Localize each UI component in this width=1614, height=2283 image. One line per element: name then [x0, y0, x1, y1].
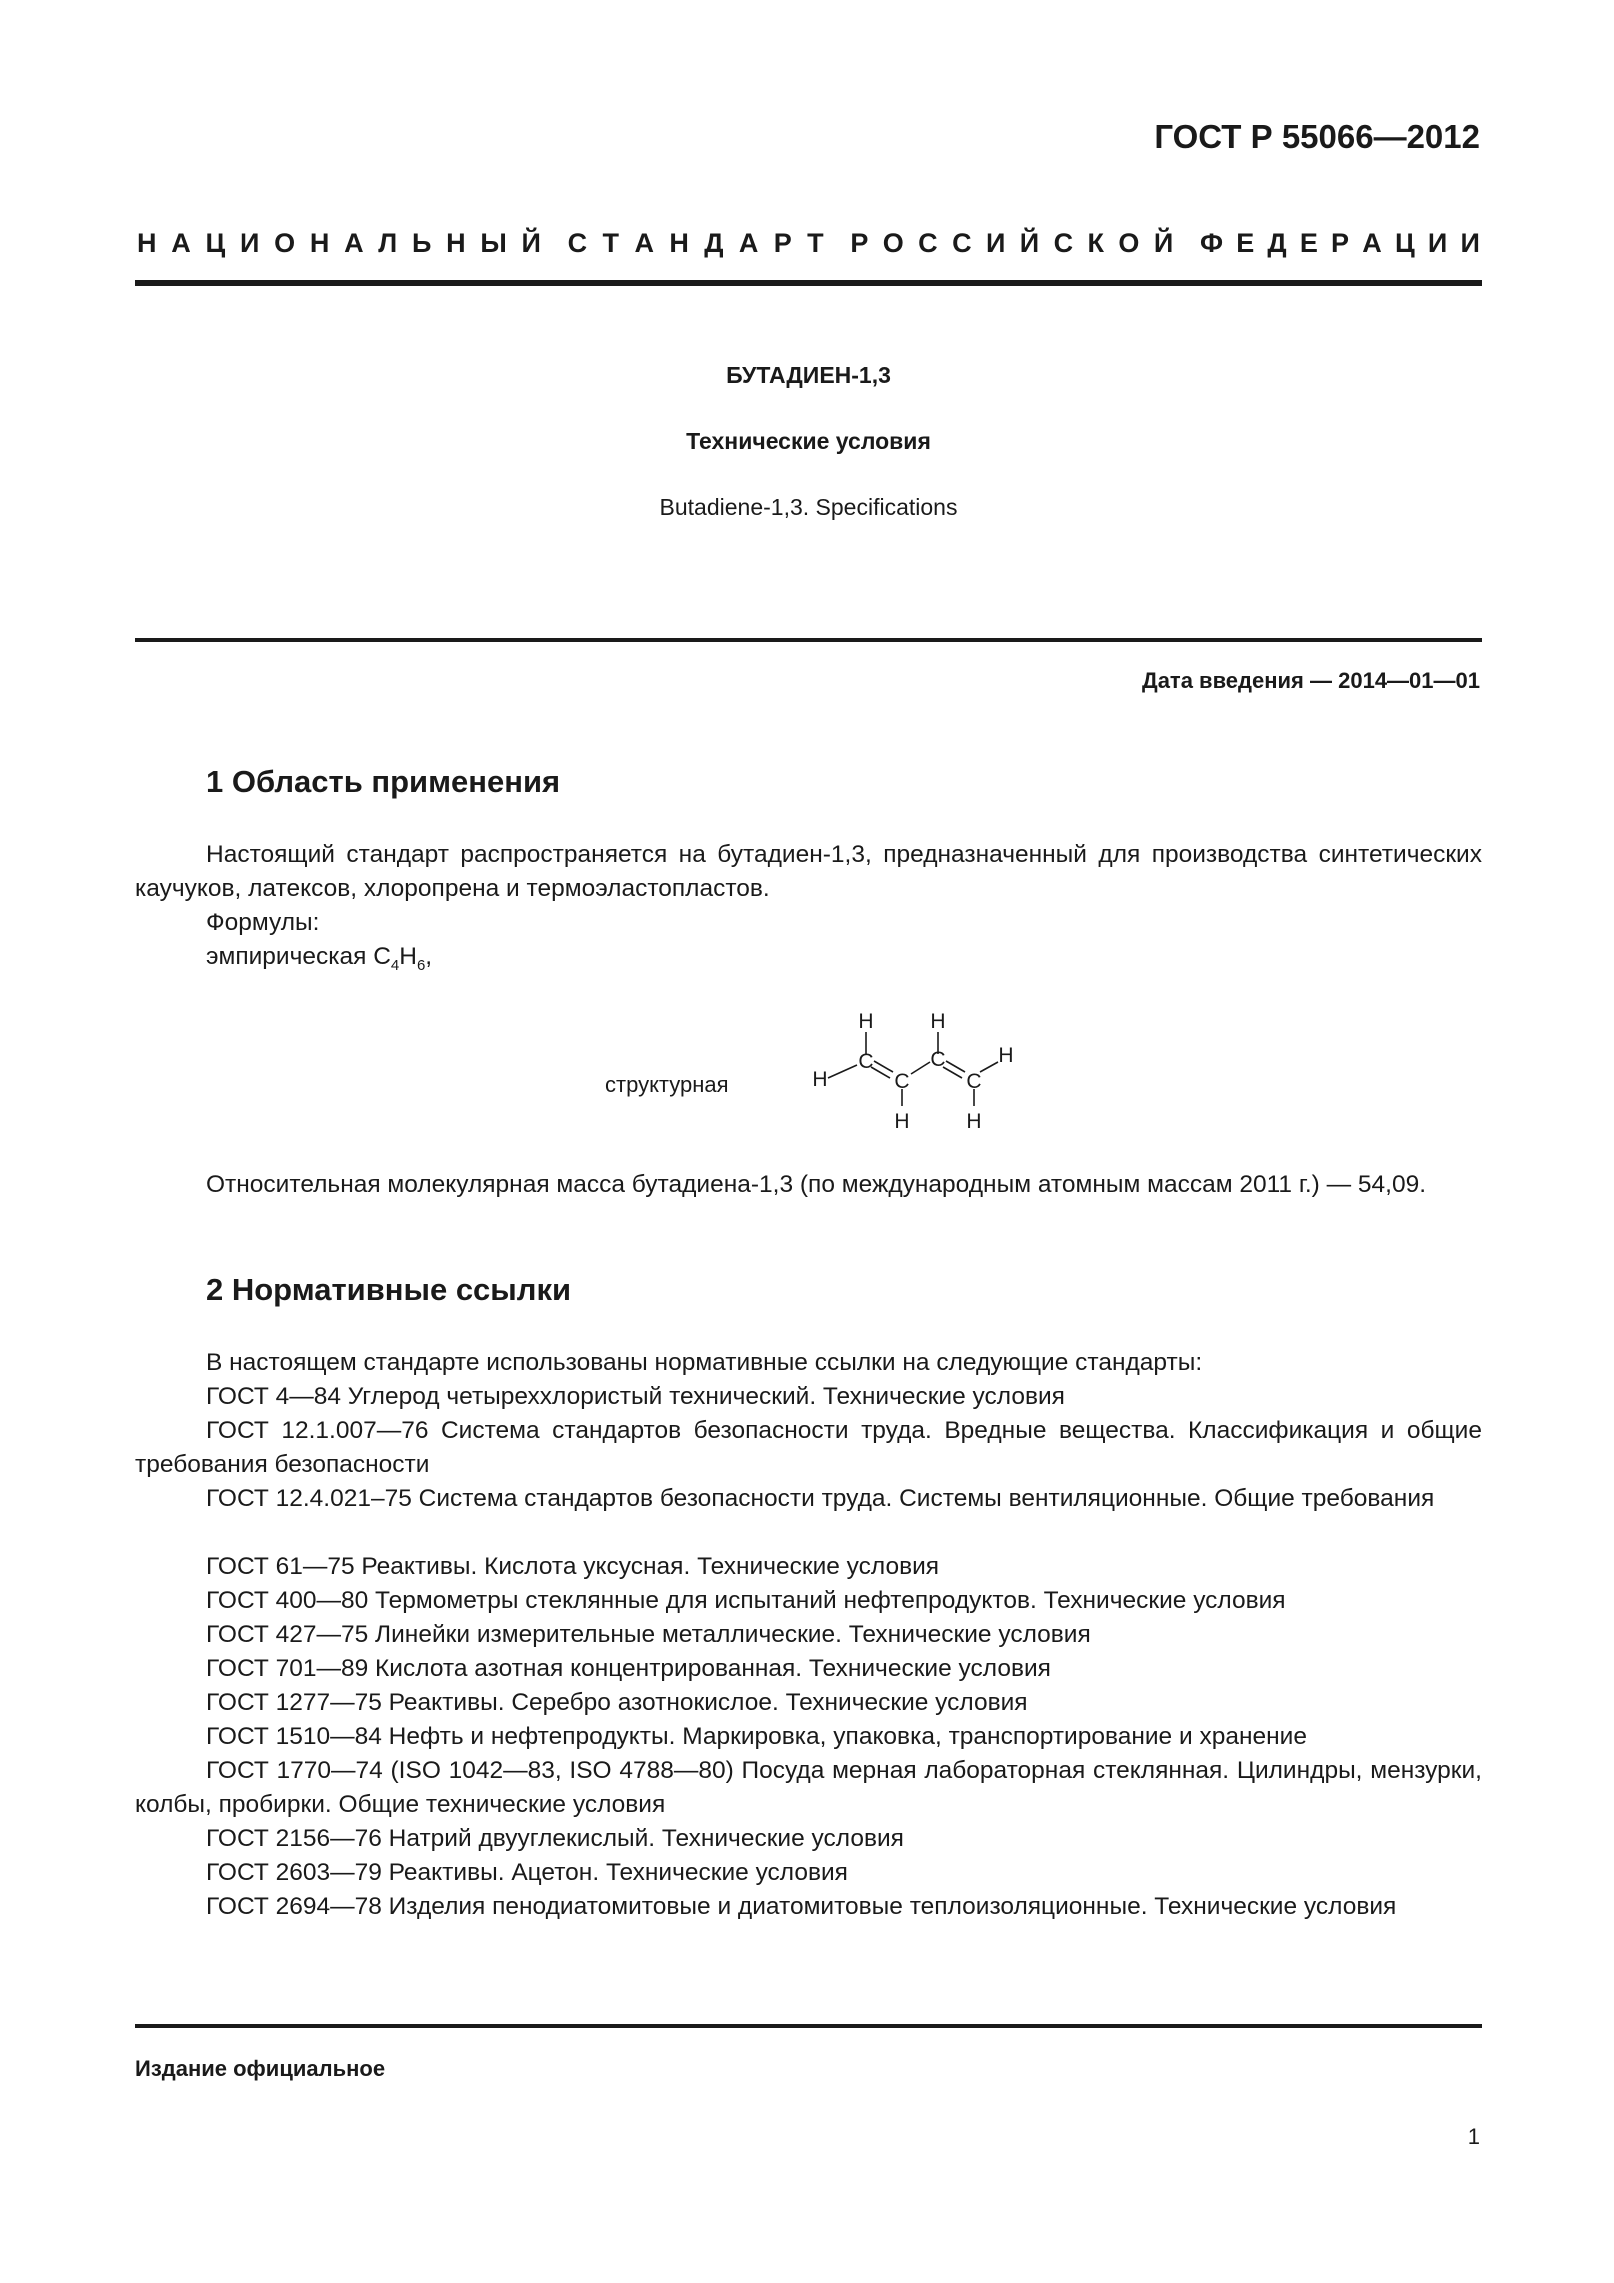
banner-letter: Ф: [1199, 228, 1224, 258]
reference-item: ГОСТ 2156—76 Натрий двууглекислый. Технические условия: [206, 1825, 904, 1852]
atom-h: H: [858, 1010, 874, 1033]
banner-letter: Р: [773, 228, 792, 258]
banner-letter: И: [1427, 228, 1448, 258]
introduction-date: Дата введения — 2014—01—01: [1142, 668, 1480, 693]
structural-formula-diagram: [810, 1010, 1030, 1145]
gost-number: ГОСТ Р 55066—2012: [1154, 118, 1480, 155]
atom-h: H: [894, 1110, 910, 1133]
banner-letter: О: [1118, 228, 1140, 258]
banner-letter: Н: [137, 228, 157, 258]
banner-letter: Й: [521, 228, 541, 258]
empirical-formula: [206, 940, 432, 983]
banner-letter: И: [1460, 228, 1480, 258]
page-number: 1: [1467, 2124, 1480, 2149]
banner-letter: А: [1362, 228, 1382, 258]
banner-letter: Е: [1299, 228, 1318, 258]
banner-letter: Ы: [480, 228, 507, 258]
atom-c: C: [966, 1070, 982, 1093]
banner-letter: Й: [1153, 228, 1174, 258]
atom-h: H: [812, 1068, 828, 1091]
banner-letter: Ь: [411, 228, 432, 258]
formulas-label: Формулы:: [206, 909, 320, 936]
reference-item: ГОСТ 400—80 Термометры стеклянные для испытаний нефтепродуктов. Технические условия: [206, 1587, 1286, 1614]
banner-letter: С: [1053, 228, 1074, 258]
banner-letter: Р: [850, 228, 869, 258]
reference-item: ГОСТ 4—84 Углерод четыреххлористый технический. Технические условия: [206, 1383, 1065, 1410]
banner-letter: Р: [1331, 228, 1350, 258]
reference-item: ГОСТ 1770—74 (ISO 1042—83, ISO 4788—80) Посуда мерная лабораторная стеклянная. Цилиндры, мензурки, колбы, пробирки. Общие технические условия: [135, 1757, 1482, 1818]
section-1-heading: 1 Область применения: [206, 764, 561, 799]
reference-item: ГОСТ 61—75 Реактивы. Кислота уксусная. Технические условия: [206, 1553, 940, 1580]
empirical-sub-hydrogen: 6: [416, 956, 426, 974]
banner-word-national: [137, 228, 541, 259]
banner-word-federation: [1200, 228, 1480, 259]
banner-letter: А: [634, 228, 654, 258]
references-intro: В настоящем стандарте использованы нормативные ссылки на следующие стандарты:: [206, 1349, 1203, 1376]
empirical-formula-end: ,: [425, 943, 433, 970]
document-title: БУТАДИЕН-1,3: [726, 362, 891, 388]
banner-letter: И: [239, 228, 260, 258]
atom-h: H: [998, 1044, 1014, 1067]
banner-letter: Н: [309, 228, 330, 258]
banner-letter: О: [274, 228, 296, 258]
atom-c: C: [858, 1050, 874, 1073]
empirical-formula-label: эмпирическая С: [206, 943, 391, 970]
banner-letter: А: [171, 228, 191, 258]
national-standard-banner: [137, 228, 1480, 259]
banner-letter: Т: [807, 228, 824, 258]
banner-letter: Л: [378, 228, 398, 258]
structural-formula-label: структурная: [605, 1072, 729, 1097]
atom-c: C: [894, 1070, 910, 1093]
document-title-english: Butadiene-1,3. Specifications: [659, 494, 958, 520]
bond-c4-h: [980, 1062, 998, 1072]
butadiene-structure-svg: [810, 1010, 1030, 1140]
molar-mass-paragraph: Относительная молекулярная масса бутадиена-1,3 (по международным атомным массам 2011 г.) — 54,09.: [206, 1171, 1427, 1198]
reference-item: ГОСТ 701—89 Кислота азотная концентрированная. Технические условия: [206, 1655, 1051, 1682]
banner-letter: О: [882, 228, 904, 258]
reference-item: ГОСТ 1510—84 Нефть и нефтепродукты. Маркировка, упаковка, транспортирование и хранение: [206, 1723, 1307, 1750]
reference-item: ГОСТ 427—75 Линейки измерительные металлические. Технические условия: [206, 1621, 1091, 1648]
footer-divider: [135, 2024, 1482, 2028]
official-edition-label: Издание официальное: [135, 2056, 386, 2081]
banner-word-standard: [568, 228, 824, 259]
banner-letter: Ц: [1394, 228, 1415, 258]
reference-item: ГОСТ 12.4.021–75 Система стандартов безопасности труда. Системы вентиляционные. Общие требования: [206, 1485, 1435, 1512]
banner-letter: Д: [704, 228, 724, 258]
document-subtitle: Технические условия: [686, 428, 931, 454]
banner-word-russian: [850, 228, 1173, 259]
scope-paragraph: Настоящий стандарт распространяется на бутадиен-1,3, предназначенный для производства синтетических каучуков, латексов, хлоропрена и термоэластопластов.: [135, 841, 1482, 902]
atom-c: C: [930, 1048, 946, 1071]
banner-letter: К: [1087, 228, 1104, 258]
banner-letter: С: [567, 228, 588, 258]
title-divider: [135, 638, 1482, 642]
banner-letter: Й: [1019, 228, 1040, 258]
reference-item: ГОСТ 1277—75 Реактивы. Серебро азотнокислое. Технические условия: [206, 1689, 1028, 1716]
banner-letter: Н: [669, 228, 689, 258]
reference-item: ГОСТ 2603—79 Реактивы. Ацетон. Технические условия: [206, 1859, 848, 1886]
banner-letter: А: [344, 228, 364, 258]
banner-letter: С: [952, 228, 972, 258]
section-2-heading: 2 Нормативные ссылки: [206, 1272, 572, 1307]
empirical-sub-carbon: 4: [390, 956, 400, 974]
banner-letter: Н: [446, 228, 466, 258]
atom-h: H: [930, 1010, 946, 1033]
header-divider: [135, 280, 1482, 286]
banner-letter: А: [738, 228, 759, 258]
reference-item: ГОСТ 12.1.007—76 Система стандартов безопасности труда. Вредные вещества. Классификация и общие требования безопасности: [135, 1417, 1482, 1478]
reference-item: ГОСТ 2694—78 Изделия пенодиатомитовые и диатомитовые теплоизоляционные. Технические условия: [206, 1893, 1397, 1920]
banner-letter: Д: [1267, 228, 1287, 258]
empirical-hydrogen: Н: [399, 943, 417, 970]
banner-letter: Ц: [205, 228, 226, 258]
bond-h-c1: [828, 1065, 857, 1078]
banner-letter: Т: [602, 228, 620, 258]
atom-h: H: [966, 1110, 982, 1133]
banner-letter: С: [918, 228, 938, 258]
banner-letter: И: [985, 228, 1006, 258]
banner-letter: Е: [1236, 228, 1255, 258]
bond-c2-c3: [911, 1062, 930, 1074]
